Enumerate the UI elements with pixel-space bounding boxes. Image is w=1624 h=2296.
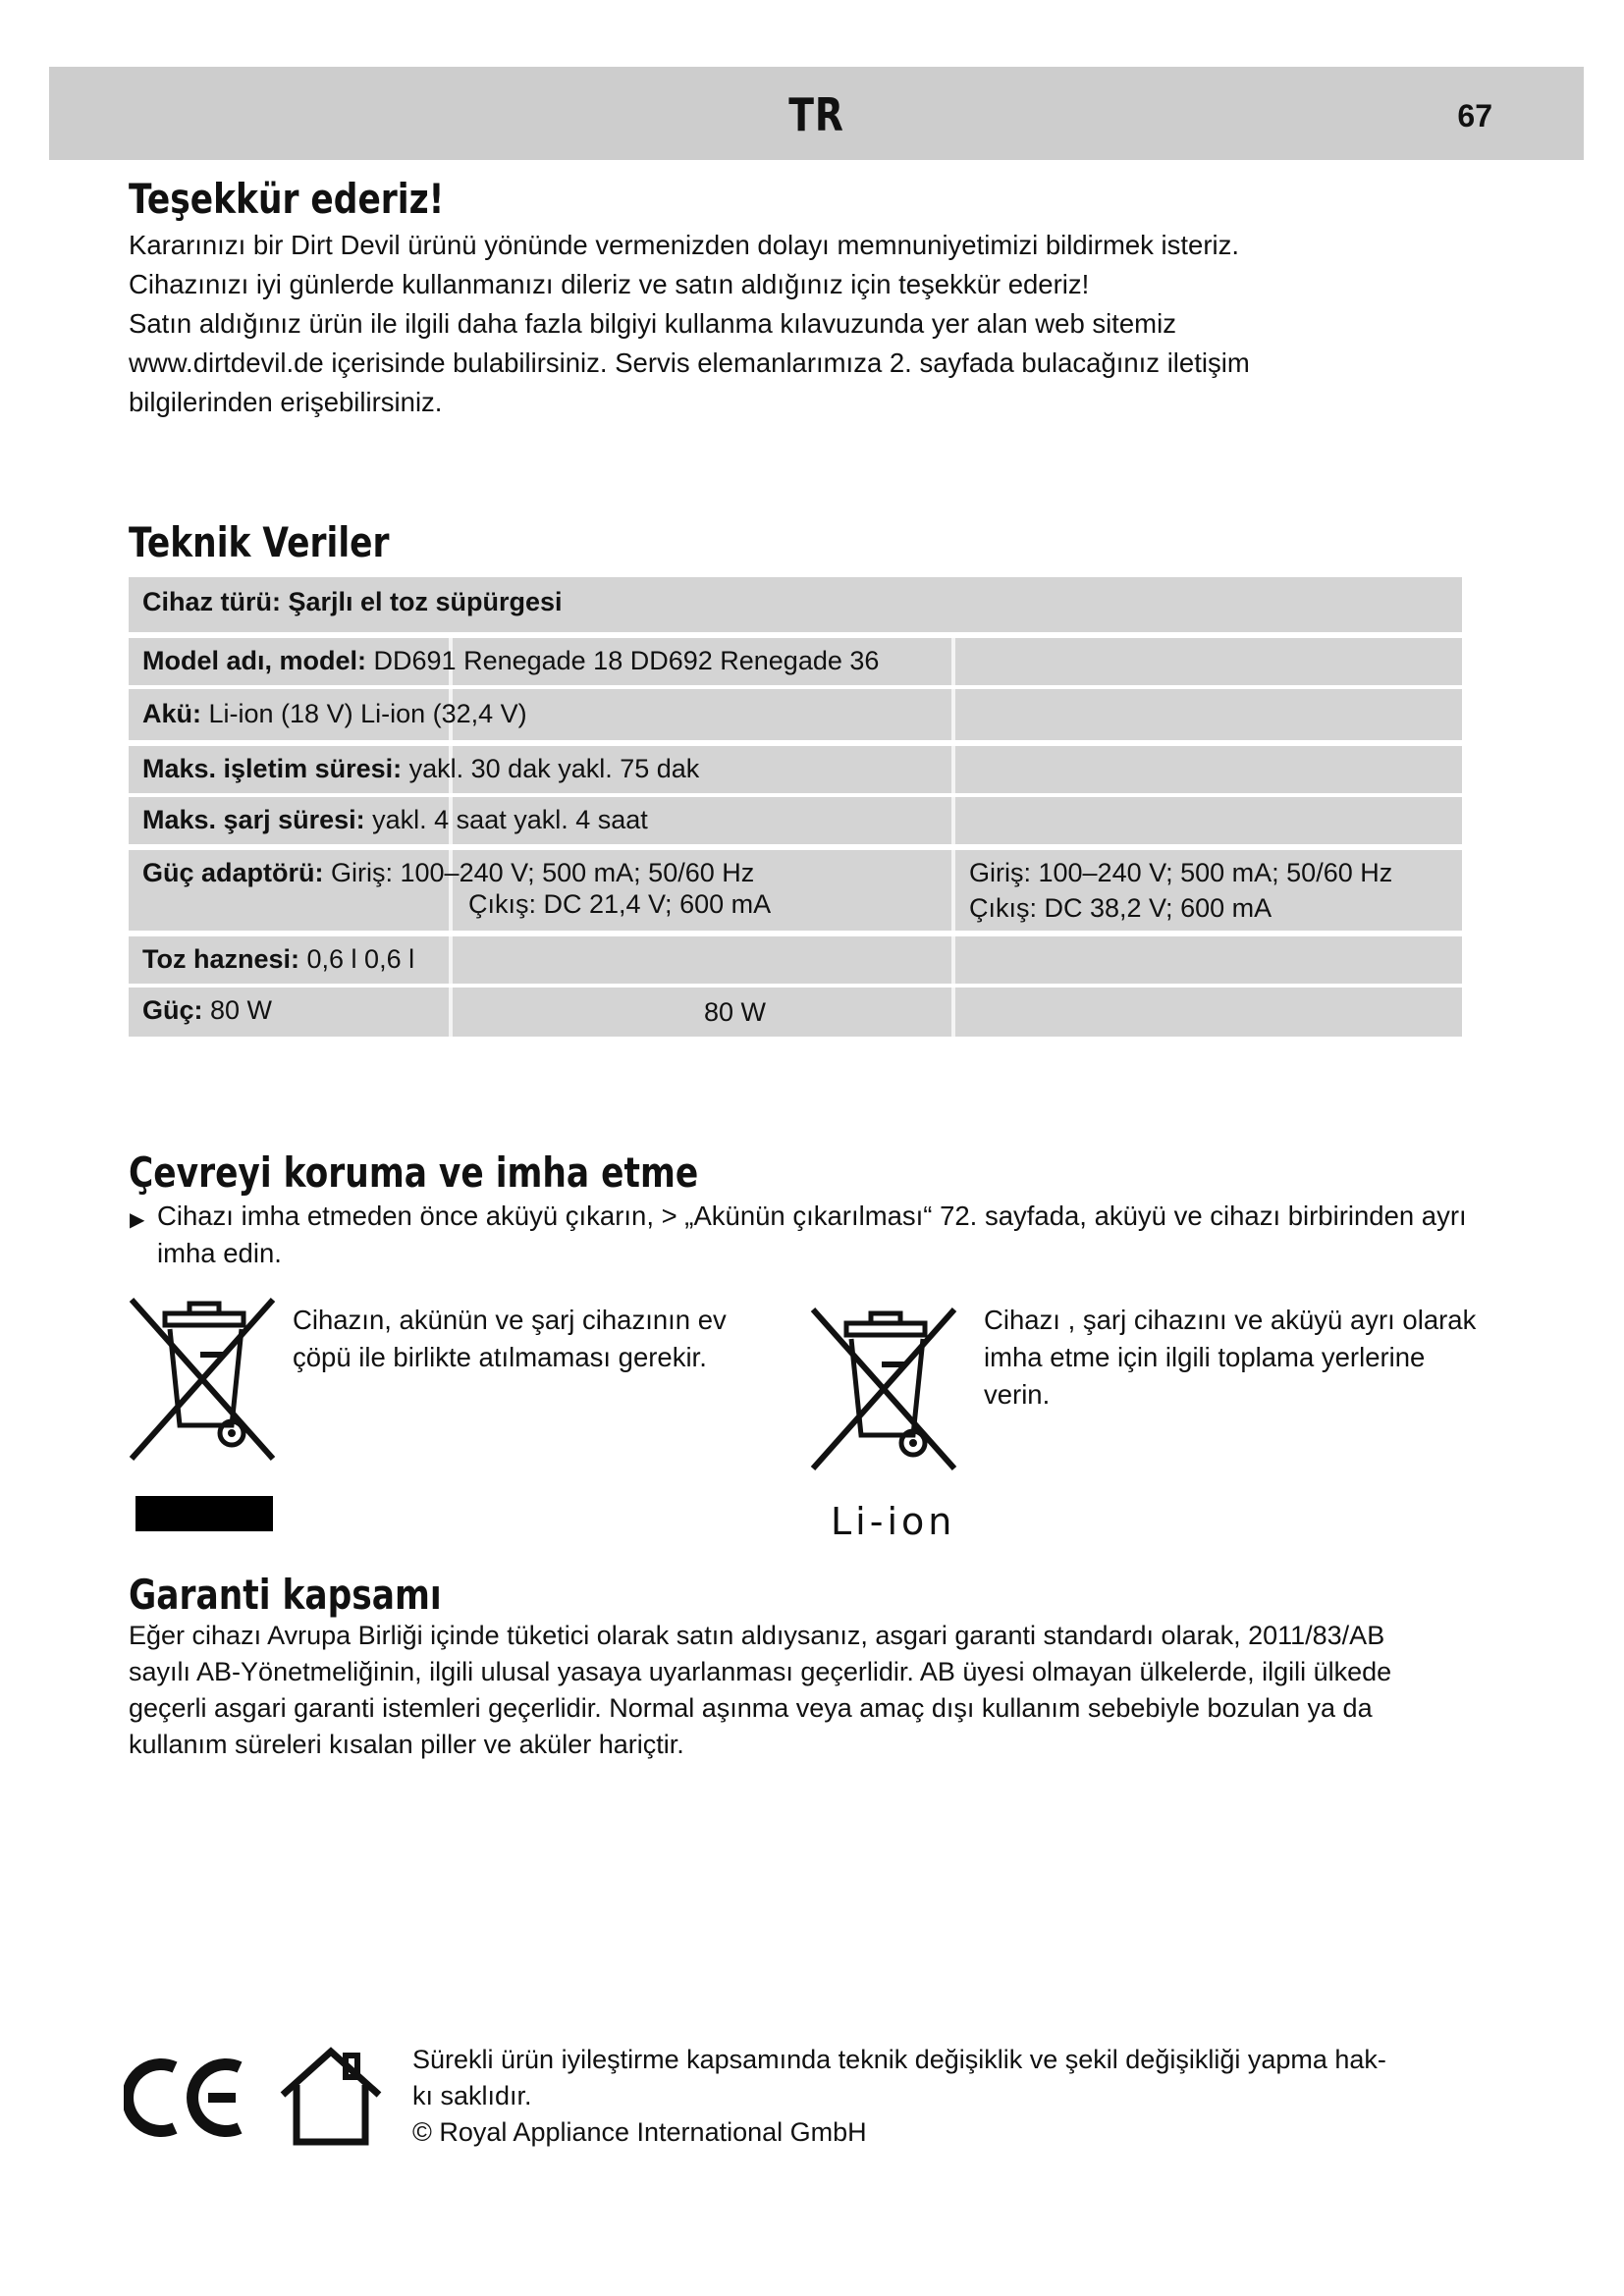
weee-note-2 (984, 1302, 1476, 1414)
spec-label: Güç: (142, 995, 203, 1025)
crossed-bin-icon (126, 1296, 283, 1463)
thanks-paragraph (129, 226, 1250, 422)
footer-line: kı saklıdır. (412, 2081, 532, 2110)
bullet-line: imha edin. (157, 1238, 282, 1268)
spec-row-power-adapter (129, 850, 1462, 931)
spec-row (129, 936, 1462, 984)
spec-label: Toz haznesi: (142, 944, 300, 974)
language-code: TR (788, 88, 844, 141)
footer-notice (412, 2042, 1386, 2151)
environment-bullet (157, 1198, 1467, 1272)
page-header (49, 67, 1584, 160)
spec-label: Maks. işletim süresi: (142, 754, 403, 783)
thanks-line: Kararınızı bir Dirt Devil ürünü yönünde vermenizden dolayı memnuniyetimizi bildirmek isteriz. (129, 230, 1239, 260)
thanks-line: Satın aldığınız ürün ile ilgili daha fazla bilgiyi kullanma kılavuzunda yer alan web sitemiz (129, 308, 1176, 339)
power-value-2: 80 W (704, 997, 767, 1027)
spec-row (129, 689, 1462, 740)
bullet-line: Cihazı imha etmeden önce aküyü çıkarın, > „Akünün çıkarılması“ 72. sayfada, aküyü ve cihazı birbirinden ayrı (157, 1201, 1467, 1231)
spec-value: Giriş: 100–240 V; 500 mA; 50/60 Hz (323, 858, 755, 887)
weee-note-1 (293, 1302, 727, 1376)
device-type: Cihaz türü: Şarjlı el toz süpürgesi (142, 587, 563, 616)
spec-value: 80 W (202, 995, 273, 1025)
thanks-line: www.dirtdevil.de içerisinde bulabilirsiniz. Servis elemanlarımıza 2. sayfada bulacağınız iletişim (129, 347, 1250, 378)
weee-note-line: Cihazı , şarj cihazını ve aküyü ayrı olarak (984, 1305, 1477, 1335)
spec-value: DD691 Renegade 18 DD692 Renegade 36 (366, 646, 880, 675)
warranty-line: kullanım süreleri kısalan piller ve aküler hariçtir. (129, 1730, 684, 1759)
weee-note-line: Cihazın, akünün ve şarj cihazının ev (293, 1305, 727, 1335)
spec-value: 0,6 l 0,6 l (299, 944, 415, 974)
spec-label: Akü: (142, 699, 201, 728)
weee-note-line: imha etme için ilgili toplama yerlerine (984, 1342, 1426, 1372)
warranty-line: sayılı AB-Yönetmeliğinin, ilgili ulusal yasaya uyarlanması geçerlidir. AB üyesi olmayan ülkelerde, ilgili ülkede (129, 1657, 1392, 1686)
adapter-output-1: Çıkış: DC 21,4 V; 600 mA (468, 889, 772, 919)
ce-mark-icon (124, 2054, 251, 2142)
battery-bar-symbol (135, 1496, 273, 1531)
spec-label: Güç adaptörü: (142, 858, 324, 887)
warranty-heading: Garanti kapsamı (129, 1571, 442, 1619)
liion-label: Li-ion (831, 1500, 956, 1543)
footer-line: Sürekli ürün iyileştirme kapsamında teknik değişiklik ve şekil değişikliği yapma hak- (412, 2045, 1386, 2074)
weee-note-line: çöpü ile birlikte atılmaması gerekir. (293, 1342, 707, 1372)
spec-row-device-type (129, 577, 1462, 632)
spec-row (129, 638, 1462, 685)
thanks-line: Cihazınızı iyi günlerde kullanmanızı dileriz ve satın aldığınız için teşekkür ederiz! (129, 269, 1090, 299)
weee-note-line: verin. (984, 1379, 1051, 1410)
spec-value: yakl. 30 dak yakl. 75 dak (402, 754, 700, 783)
indoor-use-house-icon (277, 2044, 385, 2148)
spec-row (129, 988, 1462, 1037)
warranty-line: Eğer cihazı Avrupa Birliği içinde tüketici olarak satın aldıysanız, asgari garanti standardı olarak, 2011/83/AB (129, 1621, 1385, 1650)
adapter-output-2: Çıkış: DC 38,2 V; 600 mA (969, 893, 1272, 923)
spec-label: Maks. şarj süresi: (142, 805, 365, 834)
page-number: 67 (1457, 98, 1492, 133)
adapter-input-2: Giriş: 100–240 V; 500 mA; 50/60 Hz (969, 858, 1393, 887)
thanks-line: bilgilerinden erişebilirsiniz. (129, 387, 443, 417)
spec-row (129, 797, 1462, 844)
specs-heading: Teknik Veriler (129, 518, 390, 566)
warranty-paragraph (129, 1618, 1391, 1763)
footer-line: © Royal Appliance International GmbH (412, 2117, 867, 2147)
bullet-arrow-icon: ▶ (130, 1209, 145, 1231)
spec-label: Model adı, model: (142, 646, 367, 675)
spec-value: Li-ion (18 V) Li-ion (32,4 V) (201, 699, 527, 728)
warranty-line: geçerli asgari garanti istemleri geçerlidir. Normal aşınma veya amaç dışı kullanım sebebiyle bozulan ya da (129, 1693, 1373, 1723)
spec-value: yakl. 4 saat yakl. 4 saat (364, 805, 648, 834)
spec-row (129, 746, 1462, 793)
environment-heading: Çevreyi koruma ve imha etme (129, 1148, 699, 1197)
crossed-bin-icon (807, 1306, 964, 1472)
thanks-heading: Teşekkür ederiz! (129, 175, 445, 223)
